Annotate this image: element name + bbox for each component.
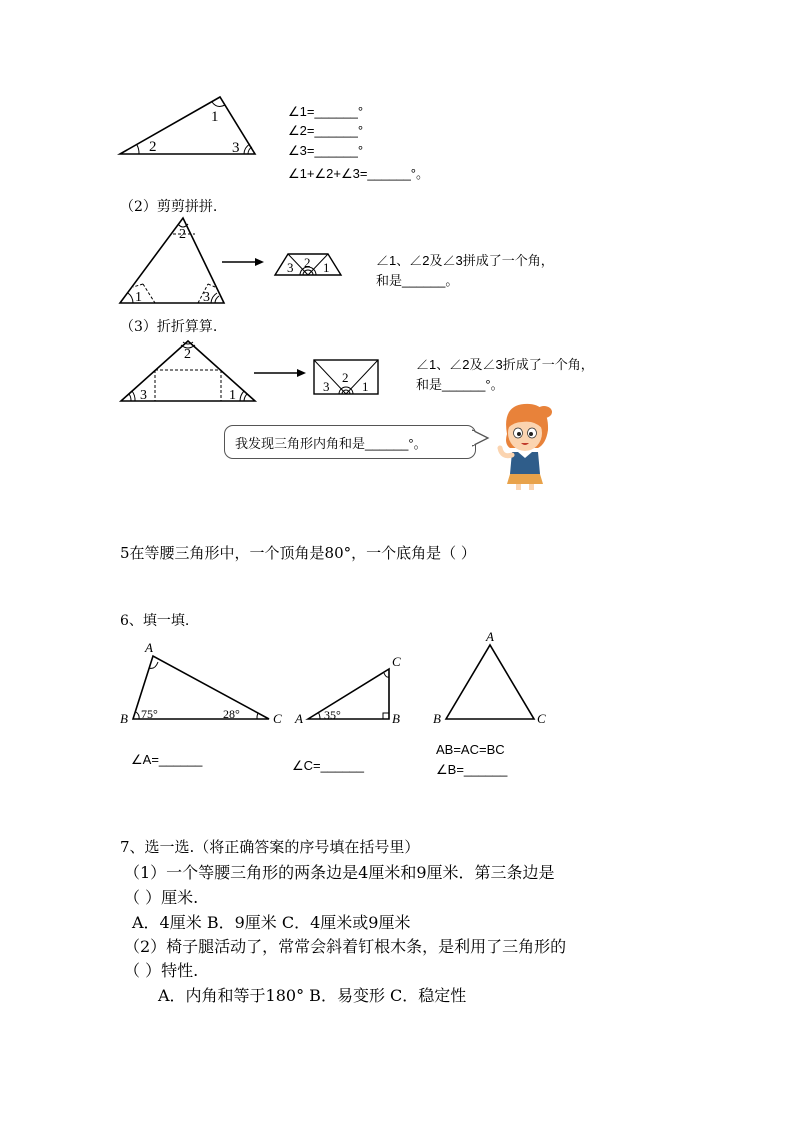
angle-b-value: 75° [141, 707, 158, 721]
q7-sub1-line1: （1）一个等腰三角形的两条边是4厘米和9厘米．第三条边是 [124, 863, 555, 882]
cut-label-1: 1 [135, 290, 142, 305]
part2-answer-blank[interactable]: 和是______。 [376, 273, 459, 288]
right-triangle-figure [290, 650, 405, 730]
part3-text1: ∠1、∠2及∠3折成了一个角， [416, 357, 594, 372]
assembled-label-2: 2 [304, 255, 311, 270]
triangle-abc-figure [115, 640, 290, 730]
arrow-right-icon [220, 255, 265, 269]
q7-sub1-line2[interactable]: （ ）厘米. [124, 888, 199, 907]
fold-label-1: 1 [229, 388, 236, 403]
part2-text1: ∠1、∠2及∠3拼成了一个角， [376, 253, 554, 268]
fig3-condition: AB=AC=BC [436, 742, 505, 757]
vertex-b: B [392, 711, 400, 726]
assembled-angle-figure [272, 251, 344, 279]
question-5: 5在等腰三角形中，一个顶角是80°，一个底角是（ ） [120, 544, 476, 562]
vertex-a: A [145, 640, 153, 655]
folded-label-1: 1 [362, 379, 369, 394]
angle-label-3: 3 [232, 140, 240, 156]
equilateral-triangle-figure [430, 628, 555, 728]
folded-label-3: 3 [323, 379, 330, 394]
vertex-c: C [537, 711, 546, 726]
fig2-answer-blank[interactable]: ∠C=______ [292, 758, 365, 773]
vertex-b: B [120, 711, 128, 726]
angle-label-1: 1 [211, 109, 219, 125]
triangle-figure-1 [115, 92, 265, 162]
vertex-b: B [433, 711, 441, 726]
speech-bubble [224, 425, 476, 459]
fig1-answer-blank[interactable]: ∠A=______ [131, 752, 203, 767]
vertex-a: A [486, 629, 494, 644]
part3-answer-blank[interactable]: 和是______°。 [416, 377, 504, 392]
folded-label-2: 2 [342, 370, 349, 385]
girl-character-icon [494, 400, 558, 492]
question-6-title: 6、填一填. [120, 613, 190, 629]
angle-label-2: 2 [149, 139, 157, 155]
speech-bubble-text[interactable]: 我发现三角形内角和是______°。 [235, 436, 427, 451]
question-7-title: 7、选一选.（将正确答案的序号填在括号里） [120, 838, 420, 856]
angle-sum-blank[interactable]: ∠1+∠2+∠3=______°。 [288, 166, 430, 181]
q7-sub1-options: A．4厘米 B．9厘米 C．4厘米或9厘米 [132, 913, 411, 932]
part2-title: （2）剪剪拼拼. [120, 199, 218, 215]
vertex-c: C [273, 711, 282, 726]
fold-label-2: 2 [184, 347, 191, 362]
angle1-blank[interactable]: ∠1=______° [288, 104, 364, 119]
angle3-blank[interactable]: ∠3=______° [288, 143, 364, 158]
fig3-answer-blank[interactable]: ∠B=______ [436, 762, 508, 777]
q7-sub2-line2[interactable]: （ ）特性. [124, 961, 199, 980]
angle-c-value: 28° [223, 707, 240, 721]
arrow-right-icon [252, 366, 307, 380]
part3-title: （3）折折算算. [120, 319, 218, 335]
angle-a-value: 35° [324, 708, 341, 722]
assembled-label-3: 3 [287, 260, 294, 275]
cut-label-3: 3 [203, 290, 210, 305]
fold-label-3: 3 [140, 388, 147, 403]
triangle-fold-figure [115, 335, 260, 405]
folded-rectangle-figure [312, 358, 382, 396]
cut-label-2: 2 [179, 227, 186, 242]
triangle-cut-figure [115, 214, 230, 309]
angle2-blank[interactable]: ∠2=______° [288, 123, 364, 138]
vertex-c: C [392, 654, 401, 669]
q7-sub2-options: A．内角和等于180° B．易变形 C．稳定性 [158, 986, 467, 1005]
assembled-label-1: 1 [323, 260, 330, 275]
bubble-tail [472, 428, 492, 448]
vertex-a: A [295, 711, 303, 726]
q7-sub2-line1: （2）椅子腿活动了，常常会斜着钉根木条，是利用了三角形的 [124, 937, 567, 956]
